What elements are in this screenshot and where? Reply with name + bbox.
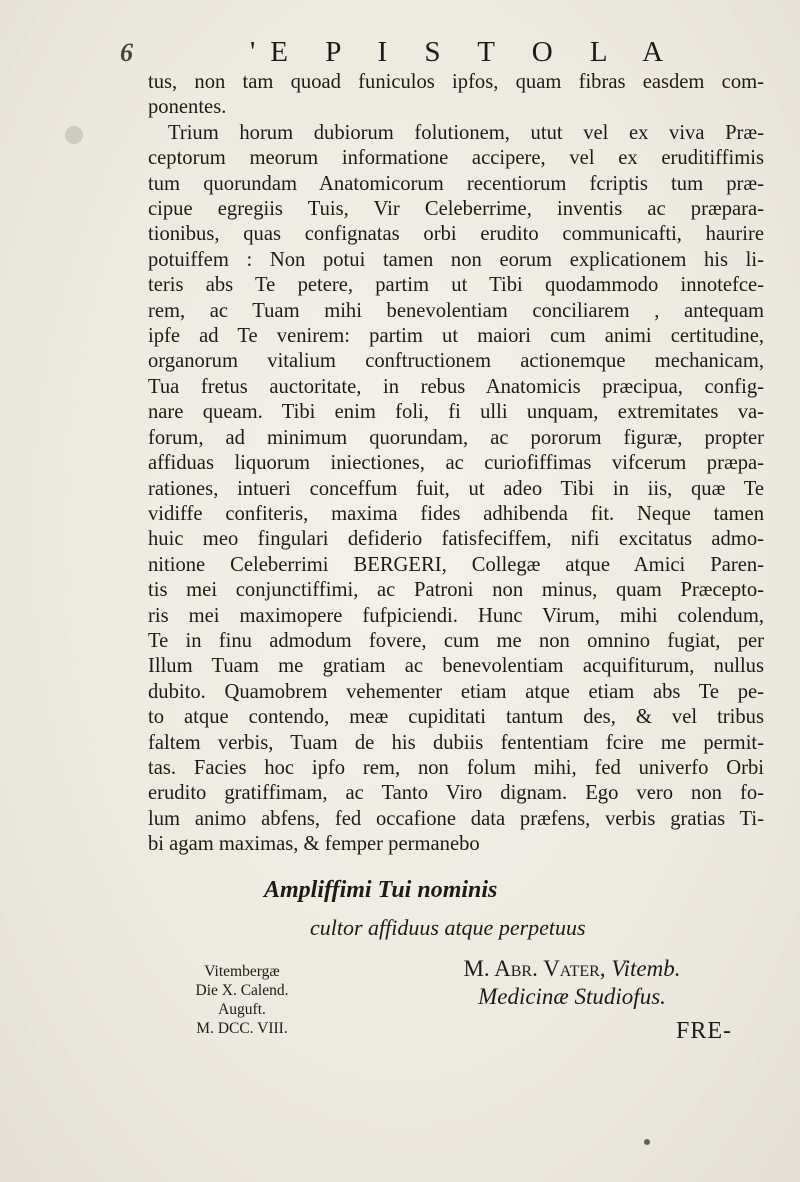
text-line: teris abs Te petere, partim ut Tibi quodammodo innotefce- bbox=[148, 274, 764, 297]
signature-place: Vitemb. bbox=[611, 956, 681, 981]
catchword: FRE- bbox=[676, 1018, 733, 1044]
signature-name: M. Abr. Vater, bbox=[463, 956, 606, 981]
text-line: huic meo fingulari defiderio fatisfeciffem, nifi excitatus admo- bbox=[148, 528, 764, 551]
text-line: ris mei maximopere fufpiciendi. Hunc Virum, mihi colendum, bbox=[148, 604, 764, 627]
text-line: Te in finu admodum fovere, cum me non omnino fugiat, per bbox=[148, 629, 764, 652]
text-line: nitione Celeberrimi BERGERI, Collegæ atque Amici Paren- bbox=[148, 553, 764, 576]
text-line: affiduas liquorum iniectiones, ac curiofiffimas vifcerum præpa- bbox=[148, 452, 764, 475]
text-line: tus, non tam quoad funiculos ipfos, quam fibras easdem com- bbox=[148, 71, 764, 93]
paper-blemish-mark bbox=[60, 120, 88, 150]
text-line: Trium horum dubiorum folutionem, utut vel ex viva Præ- bbox=[168, 121, 764, 144]
text-line: tum quorundam Anatomicorum recentiorum fcriptis tum præ- bbox=[148, 172, 764, 195]
closing-cultor: cultor affiduus atque perpetuus bbox=[310, 915, 586, 940]
text-line: rationes, intueri conceffum fuit, ut adeo Tibi in iis, quæ Te bbox=[148, 477, 764, 500]
text-line: organorum vitalium conftructionem actionemque mechanicam, bbox=[148, 350, 764, 373]
running-head: 'E P I S T O L A bbox=[250, 36, 679, 68]
signature-title: Medicinæ Studiofus. bbox=[478, 984, 666, 1009]
text-line: to atque contendo, meæ cupiditati tantum des, & vel tribus bbox=[148, 706, 764, 729]
text-line: Tua fretus auctoritate, in rebus Anatomicis præcipua, config- bbox=[148, 375, 764, 398]
text-line: ipfe ad Te venirem: partim ut maiori cum animi certitudine, bbox=[148, 325, 764, 348]
text-line: bi agam maximas, & femper permanebo bbox=[148, 833, 480, 856]
text-line: vidiffe confiteris, maxima fides adhibenda fit. Neque tamen bbox=[148, 502, 764, 525]
text-line: nare queam. Tibi enim foli, fi ulli unquam, extremitates va- bbox=[148, 401, 764, 424]
date-year: M. DCC. VIII. bbox=[196, 1020, 288, 1037]
ink-dot-mark bbox=[640, 1135, 654, 1149]
page-number: 6 bbox=[120, 38, 133, 67]
text-line: tionibus, quas confignatas orbi erudito communicafti, haurire bbox=[148, 223, 764, 246]
signature-block bbox=[382, 956, 762, 1010]
text-line: forum, ad minimum quorundam, ac pororum figuræ, propter bbox=[148, 426, 764, 449]
date-line: Die X. Calend. Auguft. bbox=[195, 982, 289, 1018]
signature-name-line bbox=[382, 956, 762, 982]
text-line: dubito. Quamobrem vehementer etiam atque etiam abs Te pe- bbox=[148, 680, 764, 703]
closing-salutation: Ampliffimi Tui nominis bbox=[264, 877, 498, 903]
place-date-block bbox=[182, 962, 302, 1038]
text-line: faltem verbis, Tuam de his dubiis fententiam fcire me permit- bbox=[148, 731, 764, 754]
text-line: rem, ac Tuam mihi benevolentiam conciliarem , antequam bbox=[148, 299, 764, 322]
text-line: ceptorum meorum informatione accipere, vel ex eruditiffimis bbox=[148, 147, 764, 170]
text-line: potuiffem : Non potui tamen non eorum explicationem his li- bbox=[148, 248, 764, 271]
text-line: erudito gratiffimam, ac Tanto Viro dignam. Ego vero non fo- bbox=[148, 782, 764, 805]
text-line: tas. Facies hoc ipfo rem, non folum mihi, fed univerfo Orbi bbox=[148, 756, 764, 779]
text-line: lum animo abfens, fed occafione data præfens, verbis gratias Ti- bbox=[148, 807, 764, 830]
text-line: cipue egregiis Tuis, Vir Celeberrime, inventis ac præpara- bbox=[148, 198, 764, 221]
place: Vitembergæ bbox=[204, 963, 280, 980]
letter-body bbox=[148, 70, 764, 858]
text-line: tis mei conjunctiffimi, ac Patroni non minus, quam Præcepto- bbox=[148, 579, 764, 602]
text-line: Illum Tuam me gratiam ac benevolentiam acquifiturum, nullus bbox=[148, 655, 764, 678]
text-line: ponentes. bbox=[148, 96, 227, 119]
